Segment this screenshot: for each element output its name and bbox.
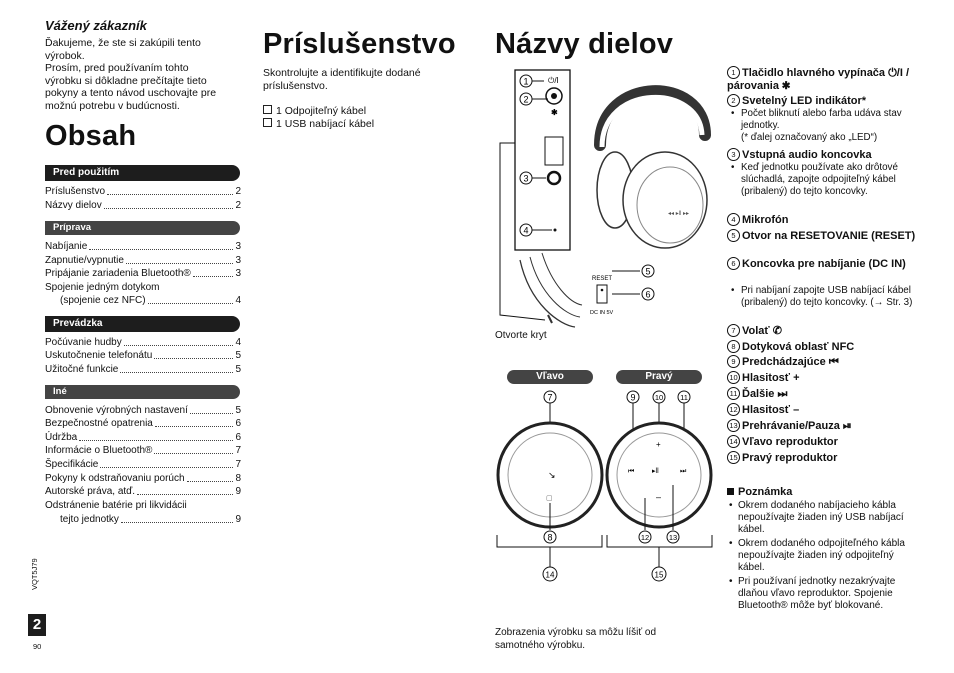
accessory-item: 1 USB nabíjací kábel — [263, 118, 374, 130]
disclaimer: Zobrazenia výrobku sa môžu líšiť od samotného výrobku. — [495, 627, 657, 651]
part-item-2: 2 Svetelný LED indikátor* — [727, 94, 917, 108]
part-item-6: 6 Koncovka pre nabíjanie (DC IN) — [727, 257, 917, 271]
svg-text:12: 12 — [640, 533, 650, 542]
toc-entry[interactable]: (spojenie cez NFC) 4 — [60, 295, 241, 306]
right-label: Pravý — [616, 370, 702, 384]
nfc-icon: ▢ — [546, 495, 553, 502]
svg-text:9: 9 — [630, 392, 636, 403]
part-item-12: 12 Hlasitosť – — [727, 403, 917, 417]
toc-entry[interactable]: Nabíjanie 3 — [45, 241, 241, 252]
checkbox-icon — [263, 105, 272, 114]
toc-entry[interactable]: tejto jednotky 9 — [60, 514, 241, 525]
svg-text:11: 11 — [680, 393, 688, 402]
part-item-9: 9 Predchádzajúce ⏮ — [727, 355, 917, 369]
svg-text:15: 15 — [654, 570, 664, 580]
dcin-label: DC IN 5V — [590, 310, 614, 316]
svg-text:2: 2 — [523, 94, 529, 105]
svg-text:3: 3 — [523, 173, 529, 184]
toc-entry[interactable]: Autorské práva, atď. 9 — [45, 486, 241, 497]
toc-entry[interactable]: Uskutočnenie telefonátu 5 — [45, 350, 241, 361]
accessory-item: 1 Odpojiteľný kábel — [263, 105, 366, 117]
part-item-5: 5 Otvor na RESETOVANIE (RESET) — [727, 229, 917, 243]
toc-section-heading: Pred použitím — [45, 165, 240, 181]
part-item-10: 10 Hlasitosť + — [727, 371, 917, 385]
previous-icon: ⏮ — [628, 468, 635, 475]
svg-text:◂◂ ▸ll ▸▸: ◂◂ ▸ll ▸▸ — [668, 211, 690, 217]
svg-text:7: 7 — [547, 392, 553, 403]
notes-title: Poznámka — [727, 486, 792, 498]
square-bullet-icon — [727, 488, 734, 495]
svg-text:10: 10 — [654, 393, 664, 402]
toc-entry[interactable]: Zapnutie/vypnutie 3 — [45, 255, 241, 266]
contents-title: Obsah — [45, 120, 137, 152]
toc-entry[interactable]: Názvy dielov 2 — [45, 200, 241, 211]
arrow-icon — [548, 315, 552, 323]
document-code: VQT5J79 — [30, 558, 39, 590]
call-icon: ↘ — [548, 470, 556, 480]
part-item-13: 13 Prehrávanie/Pauza ⏯ — [727, 419, 917, 433]
part-item-4: 4 Mikrofón — [727, 213, 917, 227]
svg-text:5: 5 — [645, 266, 651, 277]
next-icon: ⏭ — [680, 468, 687, 475]
headphone-side-diagram — [490, 65, 720, 365]
part-item-15: 15 Pravý reproduktor — [727, 451, 917, 465]
ear-cup-front-diagram — [490, 385, 715, 585]
accessories-intro: Skontrolujte a identifikujte dodané príslušenstvo. — [263, 67, 421, 92]
svg-text:1: 1 — [523, 76, 529, 87]
play-pause-icon: ▸ll — [652, 468, 659, 475]
svg-text:8: 8 — [547, 532, 553, 543]
part-note: • Pri nabíjaní zapojte USB nabíjací kábel (pribalený) do tejto koncovky. (→ Str. 3) — [741, 285, 916, 309]
toc-entry[interactable]: Informácie o Bluetooth® 7 — [45, 445, 241, 456]
toc-entry[interactable]: Pripájanie zariadenia Bluetooth® 3 — [45, 268, 241, 279]
part-item-11: 11 Ďalšie ⏭ — [727, 387, 917, 401]
left-label: Vľavo — [507, 370, 593, 384]
toc-entry[interactable]: Obnovenie výrobných nastavení 5 — [45, 405, 241, 416]
part-note: • Keď jednotku používate ako drôtové slúchadlá, zapojte odpojiteľný kábel (pribalený) do tejto koncovky. — [741, 162, 916, 198]
svg-text:6: 6 — [645, 289, 651, 300]
part-item-7: 7 Volať ✆ — [727, 324, 917, 338]
toc-section-heading: Príprava — [45, 221, 240, 235]
svg-text:14: 14 — [545, 570, 555, 580]
ear-cup — [623, 152, 707, 248]
toc-entry-line: Spojenie jedným dotykom — [45, 282, 160, 293]
toc-entry[interactable]: Užitočné funkcie 5 — [45, 364, 241, 375]
svg-text:⏻/I: ⏻/I — [548, 76, 559, 85]
part-note: • Počet bliknutí alebo farba udáva stav jednotky. (* ďalej označovaný ako „LED“) — [741, 108, 916, 144]
toc-entry[interactable]: Špecifikácie 7 — [45, 459, 241, 470]
open-cover-caption: Otvorte kryt — [495, 330, 547, 341]
volume-down-icon: – — [656, 492, 662, 502]
reset-label: RESET — [592, 276, 613, 282]
accessories-title: Príslušenstvo — [263, 28, 456, 60]
svg-text:13: 13 — [668, 533, 678, 542]
audio-jack-icon — [548, 172, 560, 184]
note-item: • Okrem dodaného odpojiteľného kábla nepoužívajte žiaden iný odpojiteľný kábel. — [738, 538, 908, 574]
page-subnumber: 90 — [33, 642, 42, 651]
microphone-icon — [554, 229, 557, 232]
note-item: • Pri používaní jednotky nezakrývajte dlaňou vľavo reproduktor. Spojenie Bluetooth® môže byť blokované. — [738, 576, 908, 612]
right-ear-cup — [607, 423, 711, 527]
greeting-text: Ďakujeme, že ste si zakúpili tento výrobok. Prosím, pred používaním tohto výrobku si dôkladne prečítajte tieto pokyny a tento návod uschovajte pre možnú potrebu v budúcnosti. — [45, 37, 217, 112]
note-item: • Okrem dodaného nabíjacieho kábla nepoužívajte žiaden iný USB nabíjací kábel. — [738, 500, 908, 536]
toc-entry[interactable]: Počúvanie hudby 4 — [45, 337, 241, 348]
toc-entry[interactable]: Údržba 6 — [45, 432, 241, 443]
volume-up-icon: + — [656, 440, 661, 449]
toc-entry[interactable]: Bezpečnostné opatrenia 6 — [45, 418, 241, 429]
greeting-title: Vážený zákazník — [45, 18, 147, 33]
part-item-14: 14 Vľavo reproduktor — [727, 435, 917, 449]
checkbox-icon — [263, 118, 272, 127]
svg-text:4: 4 — [523, 225, 529, 236]
toc-section-heading: Iné — [45, 385, 240, 399]
toc-entry[interactable]: Príslušenstvo 2 — [45, 186, 241, 197]
toc-entry-line: Odstránenie batérie pri likvidácii — [45, 500, 187, 511]
nfc-slot — [545, 137, 563, 165]
svg-text:✱: ✱ — [551, 108, 558, 117]
parts-title: Názvy dielov — [495, 28, 674, 60]
part-item-1: 1 Tlačidlo hlavného vypínača ⏻/I / párovania ✱ — [727, 67, 910, 92]
toc-entry[interactable]: Pokyny k odstraňovaniu porúch 8 — [45, 473, 241, 484]
page-number: 2 — [28, 614, 46, 636]
toc-section-heading: Prevádzka — [45, 316, 240, 332]
part-item-3: 3 Vstupná audio koncovka — [727, 148, 917, 162]
part-item-8: 8 Dotyková oblasť NFC — [727, 340, 917, 354]
